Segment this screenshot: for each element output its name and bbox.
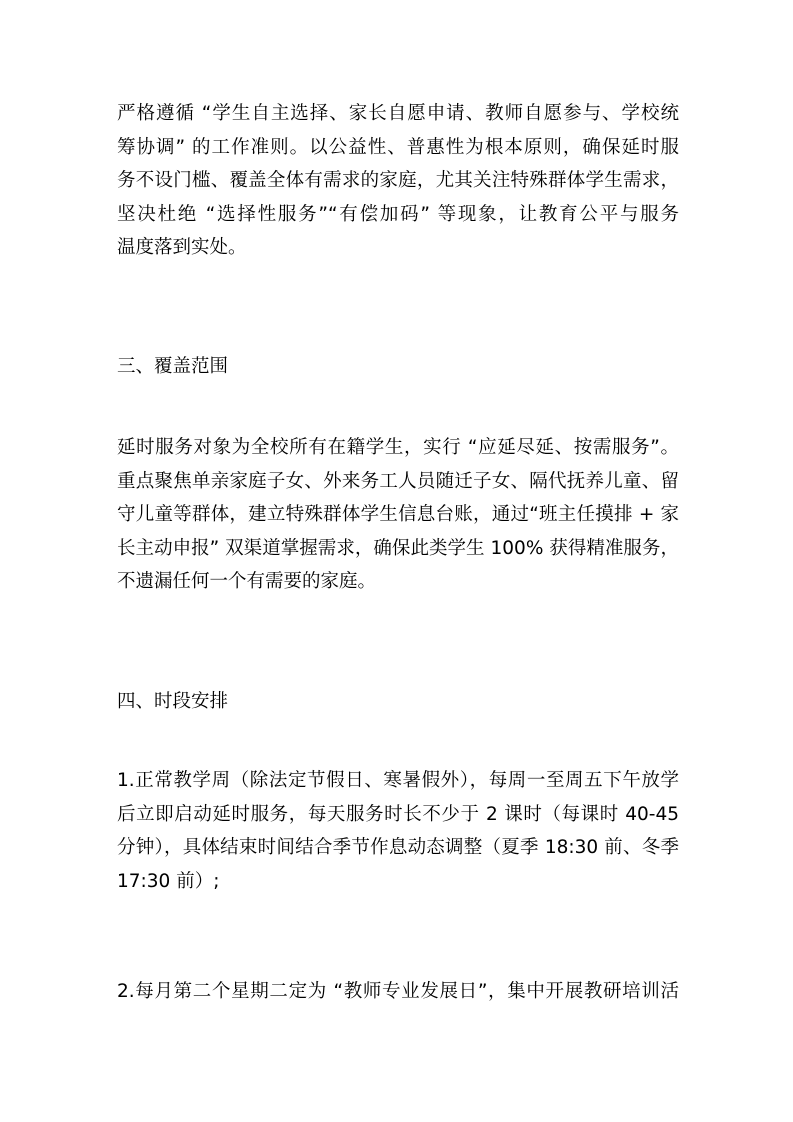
- paragraph-line: 重点聚焦单亲家庭子女、外来务工人员随迁子女、隔代抚养儿童、留: [117, 470, 679, 492]
- paragraph-line: 延时服务对象为全校所有在籍学生，实行 “应延尽延、按需服务”。: [117, 437, 679, 458]
- paragraph-coverage: [117, 431, 679, 599]
- paragraph-line: 务不设门槛、覆盖全体有需求的家庭，尤其关注特殊群体学生需求，: [117, 170, 679, 191]
- paragraph-line: 17:30 前）;: [117, 870, 220, 892]
- paragraph-line: 严格遵循 “学生自主选择、家长自愿申请、教师自愿参与、学校统: [117, 103, 679, 124]
- paragraph-line: 守儿童等群体，建立特殊群体学生信息台账，通过“班主任摸排 + 家: [117, 504, 679, 525]
- paragraph-line: 分钟），具体结束时间结合季节作息动态调整（夏季 18:30 前、冬季: [117, 837, 679, 858]
- paragraph-schedule-item-2: [117, 975, 679, 1009]
- paragraph-line: 2.每月第二个星期二定为 “教师专业发展日”，集中开展教研培训活: [117, 981, 679, 1002]
- paragraph-line: 不遗漏任何一个有需要的家庭。: [117, 571, 377, 592]
- section-heading-schedule: 四、时段安排: [117, 691, 229, 712]
- paragraph-principles: [117, 97, 679, 265]
- paragraph-line: 筹协调” 的工作准则。以公益性、普惠性为根本原则，确保延时服: [117, 136, 679, 158]
- section-heading-coverage: 三、覆盖范围: [117, 356, 229, 377]
- paragraph-line: 后立即启动延时服务，每天服务时长不少于 2 课时（每课时 40-45: [117, 803, 679, 825]
- paragraph-schedule-item-1: [117, 764, 679, 898]
- paragraph-line: 1.正常教学周（除法定节假日、寒暑假外），每周一至周五下午放学: [117, 770, 679, 791]
- paragraph-line: 长主动申报” 双渠道掌握需求，确保此类学生 100% 获得精准服务，: [117, 537, 679, 559]
- paragraph-line: 坚决杜绝 “选择性服务”“有偿加码” 等现象，让教育公平与服务: [117, 203, 679, 225]
- paragraph-line: 温度落到实处。: [117, 237, 247, 258]
